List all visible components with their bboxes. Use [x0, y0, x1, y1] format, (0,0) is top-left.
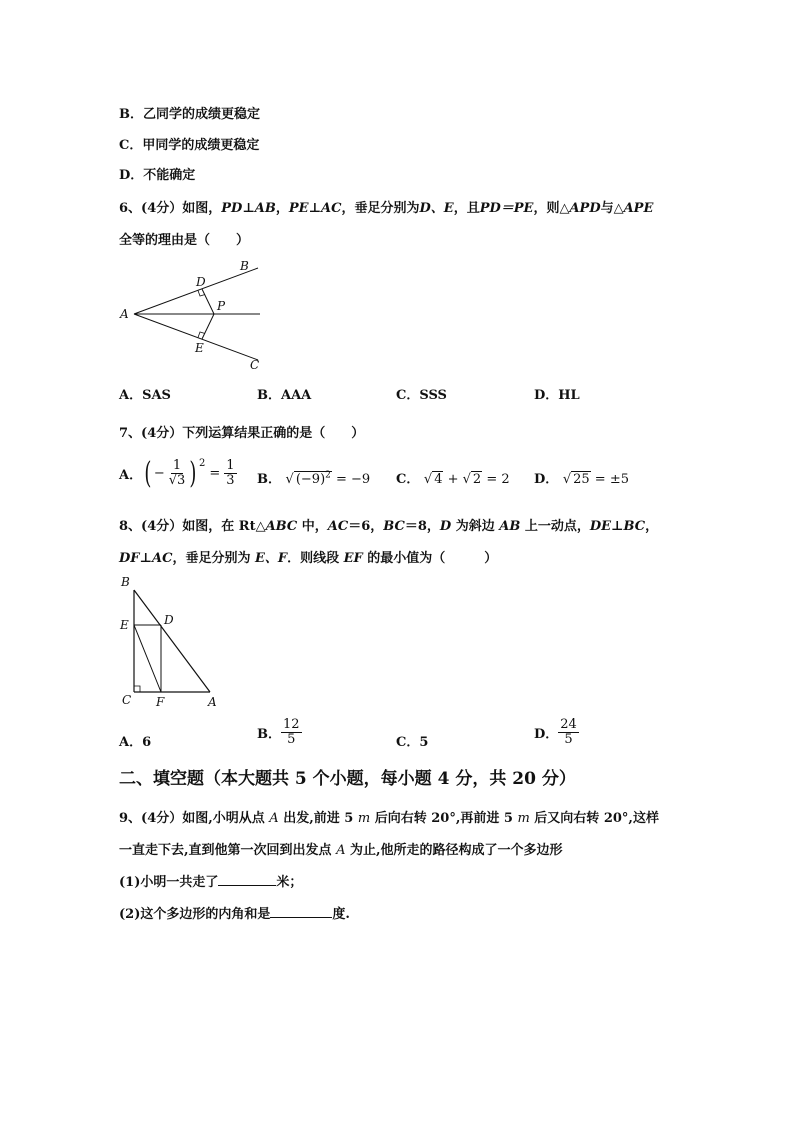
q9-stem-line1: 9、(4分）如图,小明从点 A 出发,前进 5 m 后向右转 20°,再前进 5 m 后又向右转 20°,这样	[119, 811, 659, 826]
q8-option-a: A．6	[119, 735, 152, 750]
q8-figure	[116, 574, 226, 710]
q7-option-c: C． √ 4 + √ 2 = 2	[396, 472, 510, 487]
q5-option-b: B．乙同学的成绩更稳定	[119, 107, 260, 122]
q8-option-d: D． $\frac{24}{5}$	[534, 717, 577, 747]
q6-stem-line1: 6、(4分）如图，PD⊥AB，PE⊥AC，垂足分别为D、E，且PD＝PE，则△APD与△APE	[119, 201, 654, 216]
q8-label-e: E	[120, 618, 129, 632]
q7-stem: 7、(4分）下列运算结果正确的是（ ）	[119, 426, 365, 441]
q6-label-b: B	[240, 259, 249, 273]
q8-label-b: B	[121, 575, 130, 589]
q6-stem-line2: 全等的理由是（ ）	[119, 233, 250, 248]
q8-label-c: C	[122, 693, 132, 707]
section-heading: 二、填空题（本大题共 5 个小题，每小题 4 分，共 20 分）	[119, 769, 576, 789]
answer-blank-1[interactable]	[218, 885, 276, 886]
q6-label-p: P	[217, 299, 226, 313]
q6-label-d: D	[196, 275, 206, 289]
q8-stem-line1: 8、(4分）如图，在 Rt△ABC 中，AC＝6，BC＝8，D 为斜边 AB 上一动点，DE⊥BC，	[119, 519, 659, 534]
q6-option-d: D．HL	[534, 388, 580, 403]
q6-label-a: A	[120, 307, 129, 321]
q8-label-a: A	[208, 695, 217, 709]
q8-label-f: F	[156, 695, 165, 709]
q6-label-e: E	[195, 341, 204, 355]
q6-label-c: C	[250, 358, 260, 372]
q6-option-c: C．SSS	[396, 388, 447, 403]
q8-option-c: C．5	[396, 735, 429, 750]
q9-stem-line2: 一直走下去,直到他第一次回到出发点 A 为止,他所走的路径构成了一个多边形	[119, 843, 563, 858]
q5-option-c: C．甲同学的成绩更稳定	[119, 138, 260, 153]
q6-figure	[118, 256, 264, 372]
q7-option-d: D． √ 25 = ±5	[534, 472, 629, 487]
q9-part-1: (1)小明一共走了 米；	[119, 875, 303, 890]
q6-option-b: B．AAA	[257, 388, 312, 403]
q7-option-b: B． √ $(-9)^2 = -9$	[257, 470, 371, 487]
q8-stem-line2: DF⊥AC，垂足分别为 E、F．则线段 EF 的最小值为（ ）	[119, 551, 498, 566]
q8-option-b: B． $\frac{12}{5}$	[257, 717, 300, 747]
answer-blank-2[interactable]	[270, 917, 332, 918]
q9-part-2: (2)这个多边形的内角和是 度.	[119, 907, 350, 922]
q5-option-d: D．不能确定	[119, 168, 196, 183]
q8-label-d: D	[164, 613, 174, 627]
q6-option-a: A．SAS	[119, 388, 171, 403]
q7-option-a: A． ( − $\frac{1}{√3}$ ) $^2$ = $\frac{1}{3}$	[119, 456, 235, 491]
